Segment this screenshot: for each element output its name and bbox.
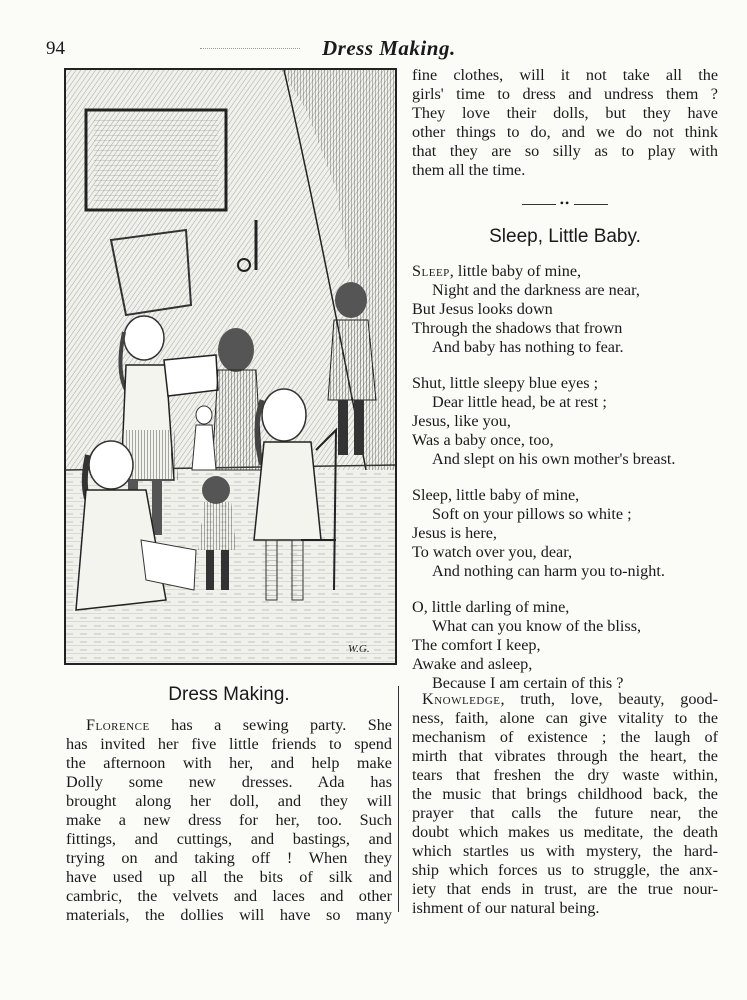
- dress-making-article: [66, 684, 392, 925]
- text-line: ness, faith, alone can give vitality to the: [412, 709, 718, 727]
- section-ornament: ••: [412, 196, 718, 210]
- text-line: that they are so silly as to play with: [412, 142, 718, 160]
- poem-verse: Jesus, like you,: [412, 412, 511, 430]
- poem-verse: Through the shadows that frown: [412, 319, 623, 337]
- text-line: girls' time to dress and undress them ?: [412, 85, 718, 103]
- text-line: Knowledge, truth, love, beauty, good-: [422, 690, 718, 708]
- text-line: has invited her five little friends to spend: [66, 735, 392, 753]
- text-line: fine clothes, will it not take all the: [412, 66, 718, 84]
- engraving-illustration: [64, 68, 397, 665]
- page-number: 94: [46, 38, 65, 59]
- text-line: which startles us with mystery, the hard-: [412, 842, 718, 860]
- poem-body: [412, 262, 718, 693]
- text-line: mechanism of existence ; the laugh of: [412, 728, 718, 746]
- engraving-scene: [66, 70, 395, 663]
- text-line: them all the time.: [412, 161, 526, 179]
- running-title: Dress Making.: [322, 36, 456, 60]
- poem-verse: And nothing can harm you to-night.: [432, 562, 665, 580]
- article-body: [66, 716, 392, 925]
- poem-verse: Was a baby once, too,: [412, 431, 554, 449]
- lead-word: Florence: [86, 716, 150, 734]
- lead-word: Sleep: [412, 262, 450, 280]
- text-line: the afternoon with her, and help make: [66, 754, 392, 772]
- poem-verse: But Jesus looks down: [412, 300, 553, 318]
- poem-title: Sleep, Little Baby.: [489, 226, 641, 247]
- lead-word: Knowledge: [422, 690, 501, 708]
- poem-stanza: [412, 598, 718, 693]
- poem-verse: And baby has nothing to fear.: [432, 338, 624, 356]
- poem-stanza: [412, 486, 718, 581]
- text-line: make a new dress for her, too. Such: [66, 811, 392, 829]
- poem-verse: To watch over you, dear,: [412, 543, 573, 561]
- poem-verse: Shut, little sleepy blue eyes ;: [412, 374, 599, 392]
- poem-verse: Sleep, little baby of mine,: [412, 262, 582, 280]
- knowledge-body: [412, 690, 718, 918]
- text-line: the music that brings childhood back, the: [412, 785, 718, 803]
- poem-verse: O, little darling of mine,: [412, 598, 570, 616]
- text-line: other things to do, and we do not think: [412, 123, 718, 141]
- header-dotted-rule: [200, 48, 300, 49]
- text-line: trying on and taking off ! When they: [66, 849, 392, 867]
- poem-verse: Awake and asleep,: [412, 655, 533, 673]
- artist-signature: W.G.: [348, 643, 370, 655]
- knowledge-paragraph: [412, 690, 718, 918]
- poem-verse: The comfort I keep,: [412, 636, 541, 654]
- poem-verse: And slept on his own mother's breast.: [432, 450, 676, 468]
- article-title: Dress Making.: [168, 684, 290, 705]
- text-line: ship which forces us to struggle, the anx-: [412, 861, 718, 879]
- poem-verse: Sleep, little baby of mine,: [412, 486, 580, 504]
- poem-verse: What can you know of the bliss,: [432, 617, 642, 635]
- text-line: Florence has a sewing party. She: [86, 716, 392, 734]
- text-line: fittings, and cuttings, and bastings, and: [66, 830, 392, 848]
- poem-stanza: [412, 262, 718, 357]
- poem-verse: Night and the darkness are near,: [432, 281, 640, 299]
- column-divider: [398, 686, 399, 912]
- poem-verse: Because I am certain of this ?: [432, 674, 624, 692]
- right-column-top: [412, 66, 718, 710]
- text-line: iety that ends in trust, are the true nour-: [412, 880, 718, 898]
- text-line: brought along her doll, and they will: [66, 792, 392, 810]
- text-line: cambric, the velvets and laces and other: [66, 887, 392, 905]
- text-line: doubt which makes us meditate, the death: [412, 823, 718, 841]
- paper-pattern: [164, 355, 218, 396]
- text-line: mirth that vibrates through the heart, the: [412, 747, 718, 765]
- poem-stanza: [412, 374, 718, 469]
- intro-continuation: [412, 66, 718, 180]
- poem-verse: Soft on your pillows so white ;: [432, 505, 632, 523]
- text-line: materials, the dollies will have so many: [66, 906, 392, 924]
- text-line: prayer that calls the future near, the: [412, 804, 718, 822]
- text-line: They love their dolls, but they have: [412, 104, 718, 122]
- text-line: ishment of our natural being.: [412, 899, 600, 917]
- text-line: Dolly some new dresses. Ada has: [66, 773, 392, 791]
- poem-verse: Jesus is here,: [412, 524, 497, 542]
- text-line: have used up all the bits of silk and: [66, 868, 392, 886]
- poem-verse: Dear little head, be at rest ;: [432, 393, 607, 411]
- text-line: tears that freshen the dry waste within,: [412, 766, 718, 784]
